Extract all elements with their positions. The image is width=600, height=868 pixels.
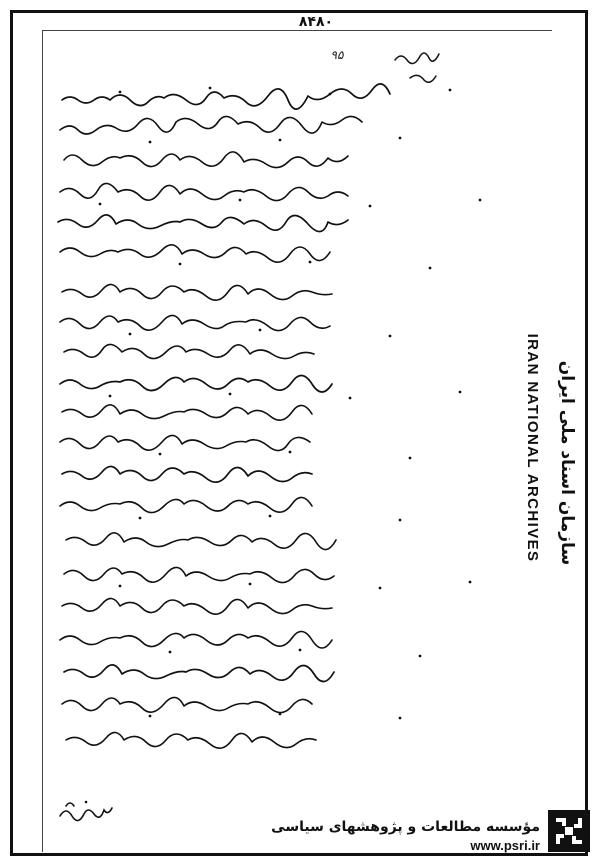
manuscript-line — [62, 84, 390, 109]
manuscript-line — [62, 284, 332, 300]
manuscript-line — [60, 631, 332, 648]
logo-knot-icon — [548, 810, 590, 852]
manuscript-line — [66, 732, 316, 748]
archive-stamp-label: IRAN NATIONAL ARCHIVES — [524, 333, 541, 563]
institute-logo — [548, 810, 590, 852]
signature-mark — [56, 792, 116, 826]
manuscript-line — [66, 533, 336, 550]
manuscript-line — [62, 598, 332, 614]
manuscript-line — [60, 497, 312, 512]
manuscript-dots — [99, 87, 482, 720]
institute-name: مؤسسه مطالعات و پژوهشهای سیاسی — [271, 819, 540, 835]
document-number: ۸۴۸۰ — [298, 14, 334, 30]
folio-number: ۹۵ — [330, 48, 344, 62]
manuscript-line — [64, 665, 334, 682]
manuscript-line — [60, 183, 348, 200]
manuscript-line — [64, 344, 314, 358]
manuscript-line — [64, 567, 334, 582]
archive-stamp-persian-label: سازمان اسناد ملی ایران — [557, 360, 577, 566]
manuscript-line — [60, 245, 330, 262]
institute-url[interactable]: www.psri.ir — [470, 838, 540, 853]
manuscript-line — [60, 116, 362, 134]
footer — [268, 818, 540, 854]
manuscript-line — [60, 375, 332, 392]
manuscript-line — [60, 435, 310, 450]
manuscript-line — [60, 315, 330, 330]
manuscript-line — [58, 215, 348, 232]
manuscript-line — [62, 405, 312, 420]
manuscript-line — [64, 152, 348, 168]
manuscript-line — [62, 466, 312, 482]
manuscript-margin-note — [395, 53, 439, 82]
archive-stamp — [518, 322, 546, 574]
archive-stamp-persian — [552, 334, 582, 592]
manuscript-line — [62, 697, 312, 712]
